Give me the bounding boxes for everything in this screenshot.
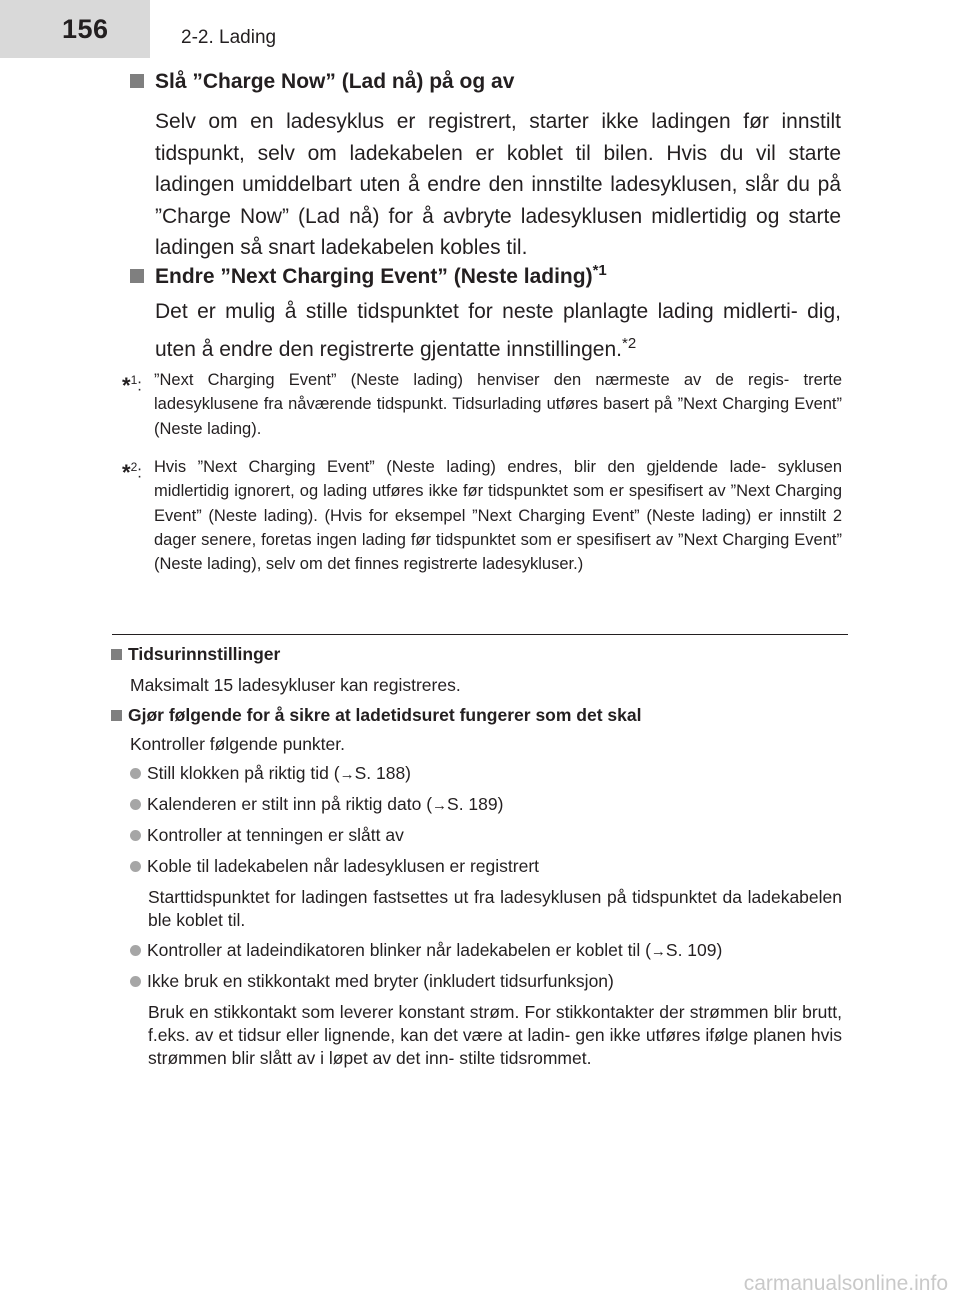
- list-item: [130, 825, 404, 846]
- footnote-1: [122, 368, 842, 441]
- arrow-right-icon: →: [339, 766, 355, 783]
- footnote-ref-2: *2: [621, 334, 637, 352]
- page-number: 156: [62, 14, 109, 44]
- list-item-detail: Bruk en stikkontakt som leverer konstant strøm. For stikkontakter der strømmen blir brutt, f.eks. av et tidsur eller lignende, kan det være at ladin- gen ikke utføres ifølge planen hvis strømmen blir slått av i løpet av det inn- stilte tidsrommet.: [148, 1002, 842, 1068]
- heading-timer-settings-text: Tidsurinnstillinger: [128, 644, 281, 664]
- footnote-number: 1: [130, 373, 138, 387]
- paragraph-timer-settings: Maksimalt 15 ladesykluser kan registreres.: [130, 675, 461, 695]
- page-number-box: [0, 0, 150, 58]
- footnote-2: [122, 455, 842, 576]
- paragraph-next-event: [155, 296, 841, 365]
- arrow-right-icon: →: [432, 797, 448, 814]
- heading-charge-now: [130, 70, 514, 94]
- list-item: [130, 794, 503, 815]
- list-item-text: Still klokken på riktig tid (: [147, 763, 340, 783]
- list-item: [130, 856, 539, 877]
- footnote-1-label: *$^1$:: [122, 372, 142, 398]
- list-item: [130, 763, 411, 784]
- page-reference: S. 189): [447, 794, 504, 814]
- heading-next-event: [130, 262, 607, 289]
- square-bullet-icon: [130, 74, 144, 88]
- list-item: [130, 940, 722, 961]
- square-bullet-icon: [111, 649, 122, 660]
- circle-bullet-icon: [130, 861, 141, 872]
- paragraph-charge-now: Selv om en ladesyklus er registrert, starter ikke ladingen før innstilt tidspunkt, selv om ladekabelen er koblet til bilen. Hvis du vil starte ladingen umiddelbart uten å endre den innstilte ladesyklusen, slår du på ”Charge Now” (Lad nå) for å avbryte ladesyklusen midlertidig og starte ladingen så snart ladekabelen kobles til.: [155, 110, 841, 259]
- circle-bullet-icon: [130, 945, 141, 956]
- list-item-text: Kontroller at tenningen er slått av: [147, 825, 404, 845]
- list-item-text: Kalenderen er stilt inn på riktig dato (: [147, 794, 433, 814]
- heading-checks-text: Gjør følgende for å sikre at ladetidsuret fungerer som det skal: [128, 705, 642, 725]
- arrow-right-icon: →: [650, 943, 666, 960]
- circle-bullet-icon: [130, 976, 141, 987]
- circle-bullet-icon: [130, 768, 141, 779]
- heading-next-event-text: Endre ”Next Charging Event” (Neste lading): [155, 265, 593, 288]
- divider: [112, 634, 848, 635]
- heading-timer-settings: [111, 644, 280, 665]
- page-header: [0, 0, 960, 60]
- list-item-text: Kontroller at ladeindikatoren blinker når ladekabelen er koblet til (: [147, 940, 651, 960]
- circle-bullet-icon: [130, 799, 141, 810]
- square-bullet-icon: [111, 710, 122, 721]
- footnote-star: *: [122, 459, 131, 485]
- watermark: carmanualsonline.info: [743, 1272, 948, 1295]
- circle-bullet-icon: [130, 830, 141, 841]
- footnote-number: 2: [130, 460, 138, 474]
- footnote-star: *: [122, 372, 131, 398]
- list-item-text: Ikke bruk en stikkontakt med bryter (inkludert tidsurfunksjon): [147, 971, 614, 991]
- footnote-2-text: Hvis ”Next Charging Event” (Neste lading) endres, blir den gjeldende lade- syklusen midlertidig ignorert, og lading utføres ikke før tidspunktet som er spesifisert av ”Next Charging Event” (Neste lading). (Hvis for eksempel ”Next Charging Event” (Neste lading) er innstilt 2 dager senere, foretas ingen lading før tidspunktet som er spesifisert av ”Next Charging Event” (Neste lading), selv om det finnes registrerte ladesykluser.): [154, 458, 842, 574]
- list-item-text: Koble til ladekabelen når ladesyklusen er registrert: [147, 856, 540, 876]
- page-reference: S. 109): [665, 940, 723, 960]
- page-reference: S. 188): [354, 763, 412, 783]
- list-item-detail: Starttidspunktet for ladingen fastsettes ut fra ladesyklusen på tidspunktet da ladekabelen ble koblet til.: [148, 887, 842, 930]
- paragraph-next-event-text: Det er mulig å stille tidspunktet for neste planlagte lading midlerti- dig, uten å endre den registrerte gjentatte innstillingen.: [155, 300, 841, 361]
- square-bullet-icon: [130, 269, 144, 283]
- section-title: 2-2. Lading: [181, 27, 277, 48]
- footnote-1-text: ”Next Charging Event” (Neste lading) henviser den nærmeste av de regis- trerte ladesyklusene fra nåværende tidspunkt. Tidsurlading utføres basert på ”Next Charging Event” (Neste lading).: [154, 371, 842, 438]
- heading-checks: [111, 705, 641, 726]
- list-item: [130, 971, 614, 992]
- footnote-ref-1: *1: [592, 262, 607, 279]
- footnote-2-label: *$^2$:: [122, 459, 142, 485]
- paragraph-checks-intro: Kontroller følgende punkter.: [130, 734, 345, 754]
- heading-charge-now-text: Slå ”Charge Now” (Lad nå) på og av: [155, 70, 515, 93]
